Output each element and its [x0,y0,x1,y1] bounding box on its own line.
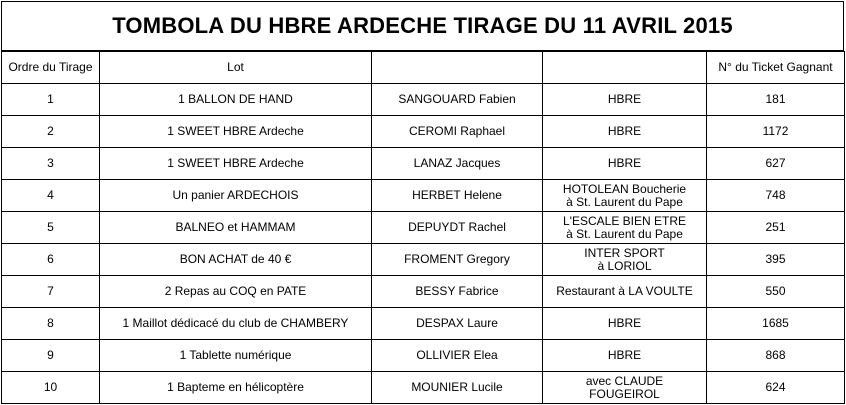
table-row [2,308,845,340]
cell-ordre: 6 [2,244,100,276]
cell-ordre: 2 [2,116,100,148]
header-ticket: N° du Ticket Gagnant [707,52,845,84]
cell-ticket: 627 [707,148,845,180]
cell-winner: DESPAX Laure [372,308,543,340]
header-ordre: Ordre du Tirage [2,52,100,84]
cell-donor [543,340,707,372]
cell-donor [543,84,707,116]
cell-winner: OLLIVIER Elea [372,340,543,372]
cell-lot: 2 Repas au COQ en PATE [100,276,372,308]
donor-line-1: HBRE [607,92,642,106]
cell-donor [543,180,707,212]
cell-winner: SANGOUARD Fabien [372,84,543,116]
donor-line-1: INTER SPORT [584,245,665,260]
header-donor [543,52,707,84]
cell-winner: HERBET Helene [372,180,543,212]
cell-donor [543,308,707,340]
donor-line-1: HBRE [607,316,642,330]
table-row [2,180,845,212]
cell-winner: MOUNIER Lucile [372,372,543,404]
donor-line-1: HBRE [607,124,642,138]
table-row [2,116,845,148]
donor-line-2: à St. Laurent du Pape [566,226,683,241]
cell-donor [543,212,707,244]
cell-donor [543,148,707,180]
cell-winner: FROMENT Gregory [372,244,543,276]
cell-lot: 1 SWEET HBRE Ardeche [100,116,372,148]
cell-winner: CEROMI Raphael [372,116,543,148]
cell-lot: BON ACHAT de 40 € [100,244,372,276]
table-header-row [2,52,845,84]
donor-line-1: HOTOLEAN Boucherie [562,181,687,196]
cell-lot: 1 Bapteme en hélicoptère [100,372,372,404]
cell-lot: 1 Maillot dédicacé du club de CHAMBERY [100,308,372,340]
donor-line-1: HBRE [607,348,642,362]
table-row [2,244,845,276]
cell-donor [543,276,707,308]
cell-ticket: 624 [707,372,845,404]
cell-ordre: 7 [2,276,100,308]
cell-lot: 1 BALLON DE HAND [100,84,372,116]
page-title: TOMBOLA DU HBRE ARDECHE TIRAGE DU 11 AVRIL 2015 [1,1,844,51]
cell-ordre: 1 [2,84,100,116]
donor-line-2: à St. Laurent du Pape [566,194,683,209]
cell-winner: LANAZ Jacques [372,148,543,180]
cell-lot: 1 SWEET HBRE Ardeche [100,148,372,180]
cell-donor [543,372,707,404]
results-table-body [2,52,845,404]
cell-donor [543,244,707,276]
donor-line-1: avec CLAUDE [585,373,664,388]
cell-ticket: 395 [707,244,845,276]
cell-donor [543,116,707,148]
cell-ordre: 4 [2,180,100,212]
table-row [2,212,845,244]
header-winner [372,52,543,84]
table-row [2,340,845,372]
table-row [2,276,845,308]
cell-ticket: 868 [707,340,845,372]
cell-lot: Un panier ARDECHOIS [100,180,372,212]
cell-ticket: 550 [707,276,845,308]
table-row [2,148,845,180]
cell-lot: BALNEO et HAMMAM [100,212,372,244]
cell-winner: DEPUYDT Rachel [372,212,543,244]
cell-ordre: 8 [2,308,100,340]
header-lot: Lot [100,52,372,84]
cell-ticket: 1685 [707,308,845,340]
cell-ordre: 10 [2,372,100,404]
table-row [2,84,845,116]
cell-ticket: 748 [707,180,845,212]
cell-ticket: 251 [707,212,845,244]
cell-winner: BESSY Fabrice [372,276,543,308]
donor-line-2: FOUGEIROL [589,386,660,401]
cell-ticket: 181 [707,84,845,116]
cell-ordre: 5 [2,212,100,244]
results-table [1,51,845,404]
cell-ticket: 1172 [707,116,845,148]
cell-ordre: 9 [2,340,100,372]
table-row [2,372,845,404]
donor-line-1: HBRE [607,156,642,170]
cell-lot: 1 Tablette numérique [100,340,372,372]
donor-line-1: Restaurant à LA VOULTE [556,284,693,298]
donor-line-1: L'ESCALE BIEN ETRE [563,213,686,228]
donor-line-2: à LORIOL [597,258,652,273]
cell-ordre: 3 [2,148,100,180]
